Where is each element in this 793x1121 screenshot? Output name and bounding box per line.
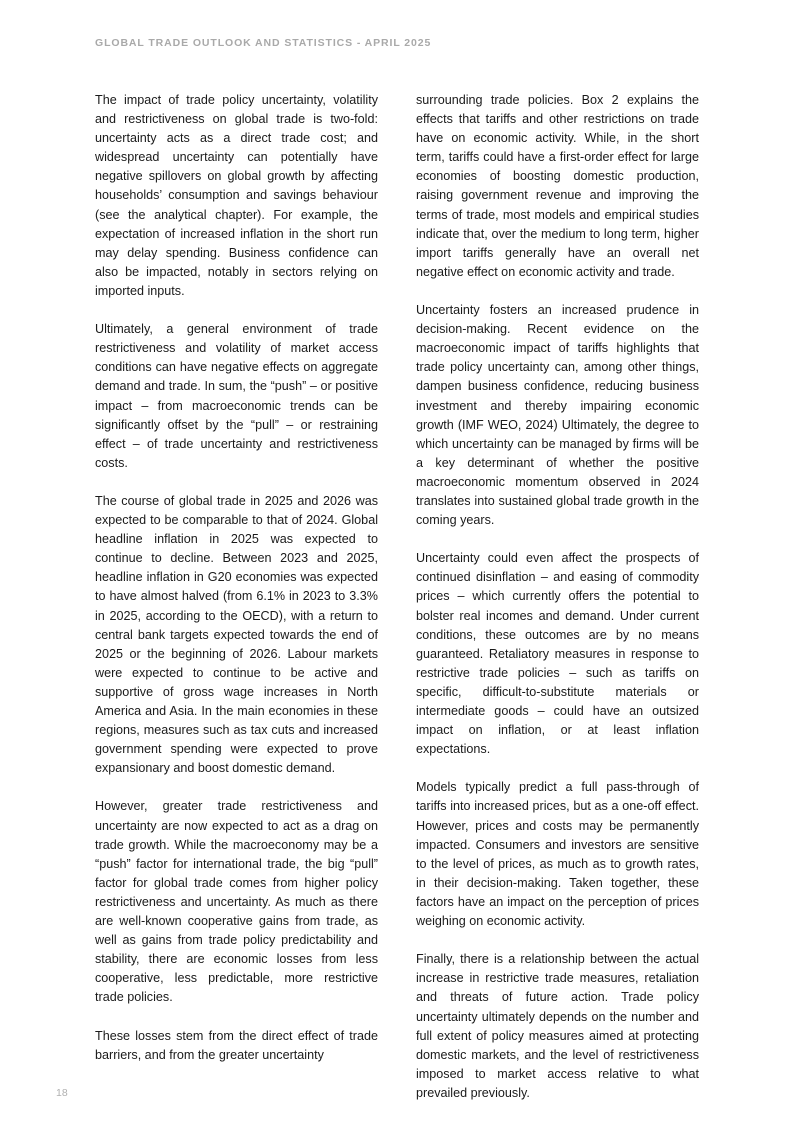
body-paragraph: The impact of trade policy uncertainty, volatility and restrictiveness on global trade is two-fold: uncertainty acts as a direct trade cost; and widespread uncertainty can potentially have negative spillovers on global growth by affecting households’ consumption and savings behaviour (see the analytical chapter). For example, the expectation of increased inflation in the short run may delay spending. Business confidence can also be impacted, notably in sectors relying on imported inputs. [95,93,378,298]
body-paragraph: Ultimately, a general environment of trade restrictiveness and volatility of market access conditions can have negative effects on aggregate demand and trade. In sum, the “push” – or positive impact – from macroeconomic trends can be significantly offset by the “pull” – or restraining effect – of trade uncertainty and restrictiveness costs. [95,322,378,470]
running-header: GLOBAL TRADE OUTLOOK AND STATISTICS - APRIL 2025 [95,37,432,49]
right-column [416,91,699,1103]
body-paragraph: Finally, there is a relationship between the actual increase in restrictive trade measures, retaliation and threats of future action. Trade policy uncertainty ultimately depends on the number and full extent of policy measures aimed at protecting domestic markets, and the level of restrictiveness imposed to market access relative to what prevailed previously. [416,952,699,1100]
body-paragraph: Models typically predict a full pass-through of tariffs into increased prices, but as a one-off effect. However, prices and costs may be permanently impacted. Consumers and investors are sensitive to the level of prices, as much as to growth rates, in their decision-making. Taken together, these factors have an impact on the perception of prices weighing on economic activity. [416,780,699,929]
body-paragraph: However, greater trade restrictiveness and uncertainty are now expected to act as a drag on trade growth. While the macroeconomy may be a “push” factor for international trade, the big “pull” factor for global trade comes from higher policy restrictiveness and uncertainty. As much as there are well-known cooperative gains from trade, as well as gains from trade policy predictability and stability, there are economic losses from less cooperative, less predictable, more restrictive trade policies. [95,799,378,1005]
body-paragraph: These losses stem from the direct effect of trade barriers, and from the greater uncertainty [95,1028,378,1062]
body-paragraph: Uncertainty fosters an increased prudence in decision-making. Recent evidence on the macroeconomic impact of tariffs highlights that trade policy uncertainty can, among other things, dampen business confidence, reducing business investment and thereby impairing economic growth (IMF WEO, 2024) Ultimately, the degree to which uncertainty can be managed by firms will be a key determinant of whether the positive macroeconomic momentum observed in 2024 translates into sustained global trade growth in the coming years. [416,303,699,528]
left-column [95,91,378,1065]
body-paragraph: surrounding trade policies. Box 2 explains the effects that tariffs and other restrictions on trade have on economic activity. While, in the short term, tariffs could have a first-order effect for large economies of boosting domestic production, raising government revenue and improving the terms of trade, most models and empirical studies indicate that, over the medium to long term, higher import tariffs generally have an overall net negative effect on economic activity and trade. [416,93,699,279]
body-paragraph: Uncertainty could even affect the prospects of continued disinflation – and easing of commodity prices – which currently offers the potential to bolster real incomes and demand. Under current conditions, these outcomes are by no means guaranteed. Retaliatory measures in response to restrictive trade policies – such as tariffs on specific, difficult-to-substitute materials or intermediate goods – could have an outsized impact on inflation, or at least inflation expectations. [416,551,699,757]
page-number: 18 [56,1087,68,1099]
body-paragraph: The course of global trade in 2025 and 2026 was expected to be comparable to that of 2024. Global headline inflation in 2025 was expected to continue to decline. Between 2023 and 2025, headline inflation in G20 economies was expected to have almost halved (from 6.1% in 2023 to 3.3% in 2025, according to the OECD), with a return to central bank targets expected towards the end of 2025 or the beginning of 2026. Labour markets were expected to continue to be active and supportive of gross wage increases in North America and Asia. In the main economies in these regions, measures such as tax cuts and increased government spending were expected to prove expansionary and boost domestic demand. [95,493,378,776]
